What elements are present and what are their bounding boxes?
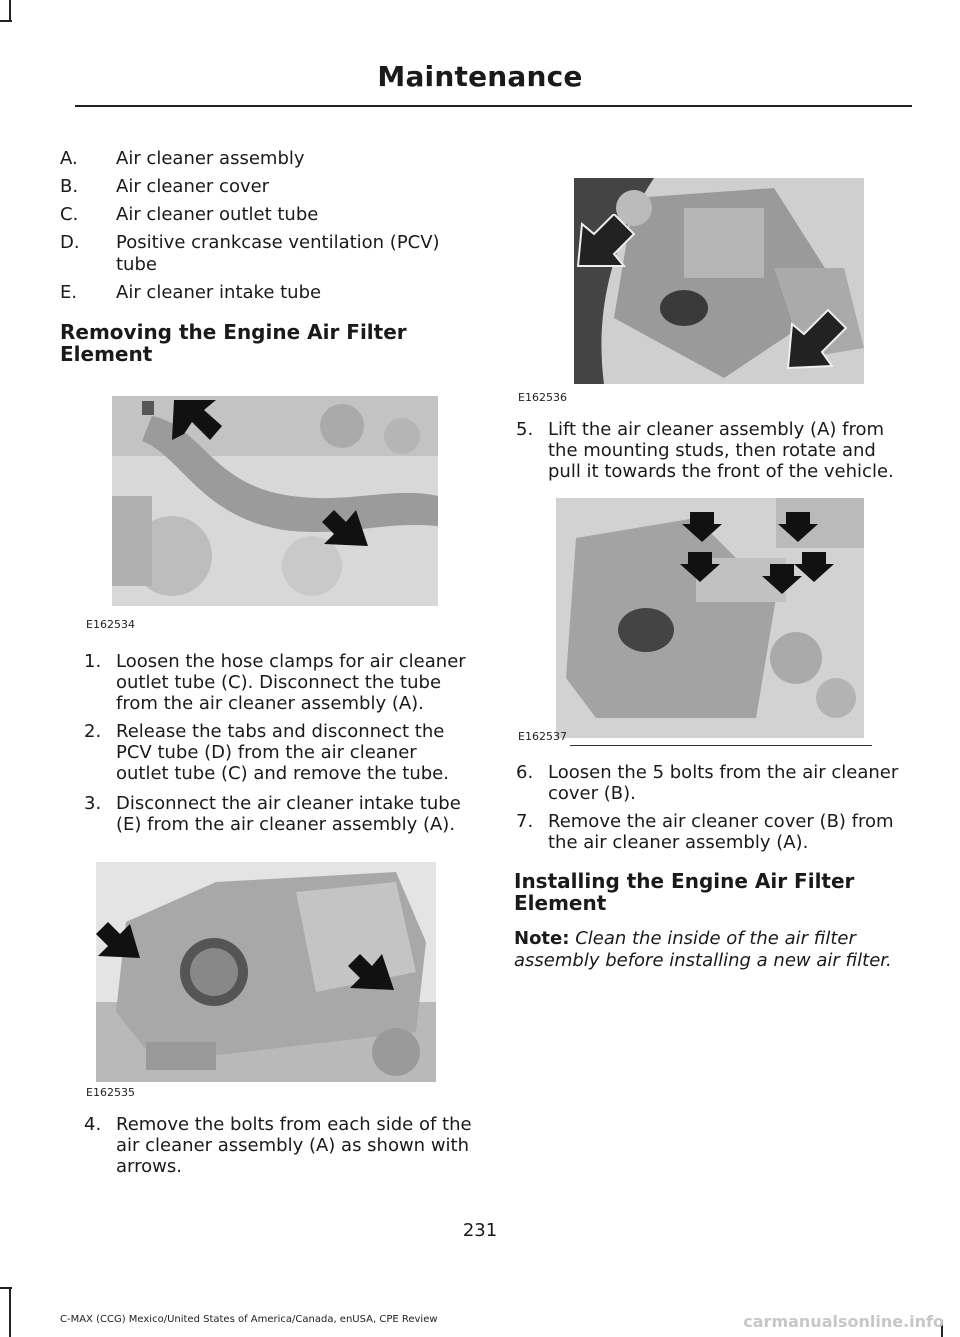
section-heading-line: Removing the Engine Air Filter (60, 320, 407, 344)
page-title: Maintenance (377, 60, 583, 93)
step-number: 1. (84, 651, 102, 672)
step-text: outlet tube (C). Disconnect the tube (116, 672, 442, 693)
note (514, 928, 914, 972)
step-text: (E) from the air cleaner assembly (A). (116, 814, 456, 835)
engine-figure (96, 862, 436, 1082)
step-number: 5. (516, 419, 534, 440)
header-divider (75, 105, 912, 107)
section-heading (514, 870, 914, 914)
note-text: assembly before installing a new air filter. (514, 950, 892, 971)
step-text: the mounting studs, then rotate and (548, 440, 876, 461)
figure-code: E162534 (86, 618, 135, 631)
step-text: Disconnect the air cleaner intake tube (116, 793, 461, 814)
step-number: 4. (84, 1114, 102, 1135)
footer-text: C-MAX (CCG) Mexico/United States of America/Canada, enUSA, CPE Review (60, 1314, 438, 1325)
arrow-down-icon (680, 552, 720, 582)
list-item-label: A. (60, 148, 78, 169)
watermark: carmanualsonline.info (743, 1312, 944, 1331)
step-text: the air cleaner assembly (A). (548, 832, 809, 853)
note-label: Note: (514, 928, 570, 949)
page-number: 231 (462, 1220, 498, 1241)
list-item-label: D. (60, 232, 80, 253)
arrow-down-icon (682, 512, 722, 542)
crop-mark (9, 1287, 11, 1337)
section-heading-line: Installing the Engine Air Filter (514, 869, 855, 893)
step-text: Loosen the hose clamps for air cleaner (116, 651, 466, 672)
list-item-label: E. (60, 282, 78, 303)
engine-figure (574, 178, 864, 384)
figure-code: E162537 (518, 730, 567, 743)
step-text: Lift the air cleaner assembly (A) from (548, 419, 885, 440)
section-heading (60, 321, 480, 365)
step-text: air cleaner assembly (A) as shown with (116, 1135, 470, 1156)
step-text: Release the tabs and disconnect the (116, 721, 445, 742)
figure-code: E162535 (86, 1086, 135, 1099)
figure-code: E162536 (518, 391, 567, 404)
note-text: Clean the inside of the air filter (575, 928, 856, 949)
arrow-icon (348, 950, 398, 992)
list-item-label: B. (60, 176, 79, 197)
step-text: PCV tube (D) from the air cleaner (116, 742, 417, 763)
engine-figure (556, 498, 864, 738)
list-item-text: Positive crankcase ventilation (PCV) (116, 232, 440, 253)
figure-divider (570, 745, 872, 746)
arrow-icon (784, 306, 850, 372)
list-item-text: tube (116, 254, 157, 275)
step-text: cover (B). (548, 783, 636, 804)
step-text: Remove the bolts from each side of the (116, 1114, 472, 1135)
step-text: arrows. (116, 1156, 182, 1177)
list-item-text: Air cleaner outlet tube (116, 204, 319, 225)
arrow-icon (322, 504, 372, 548)
step-text: Remove the air cleaner cover (B) from (548, 811, 894, 832)
step-number: 7. (516, 811, 534, 832)
crop-mark (0, 20, 12, 22)
step-number: 6. (516, 762, 534, 783)
section-heading-line: Element (60, 342, 153, 366)
arrow-icon (96, 920, 142, 960)
section-heading-line: Element (514, 891, 607, 915)
step-text: pull it towards the front of the vehicle. (548, 461, 894, 482)
arrow-icon (168, 396, 224, 444)
step-text: from the air cleaner assembly (A). (116, 693, 424, 714)
crop-mark (0, 1287, 12, 1289)
step-text: Loosen the 5 bolts from the air cleaner (548, 762, 899, 783)
list-item-text: Air cleaner assembly (116, 148, 305, 169)
engine-figure (112, 396, 438, 606)
arrow-down-icon (794, 552, 834, 582)
step-number: 2. (84, 721, 102, 742)
step-text: outlet tube (C) and remove the tube. (116, 763, 449, 784)
step-number: 3. (84, 793, 102, 814)
crop-mark (9, 0, 11, 20)
list-item (60, 232, 480, 276)
arrow-icon (574, 214, 636, 270)
arrow-down-icon (778, 512, 818, 542)
list-item-label: C. (60, 204, 79, 225)
engine-illustration (112, 396, 438, 606)
list-item-text: Air cleaner intake tube (116, 282, 322, 303)
list-item-text: Air cleaner cover (116, 176, 270, 197)
